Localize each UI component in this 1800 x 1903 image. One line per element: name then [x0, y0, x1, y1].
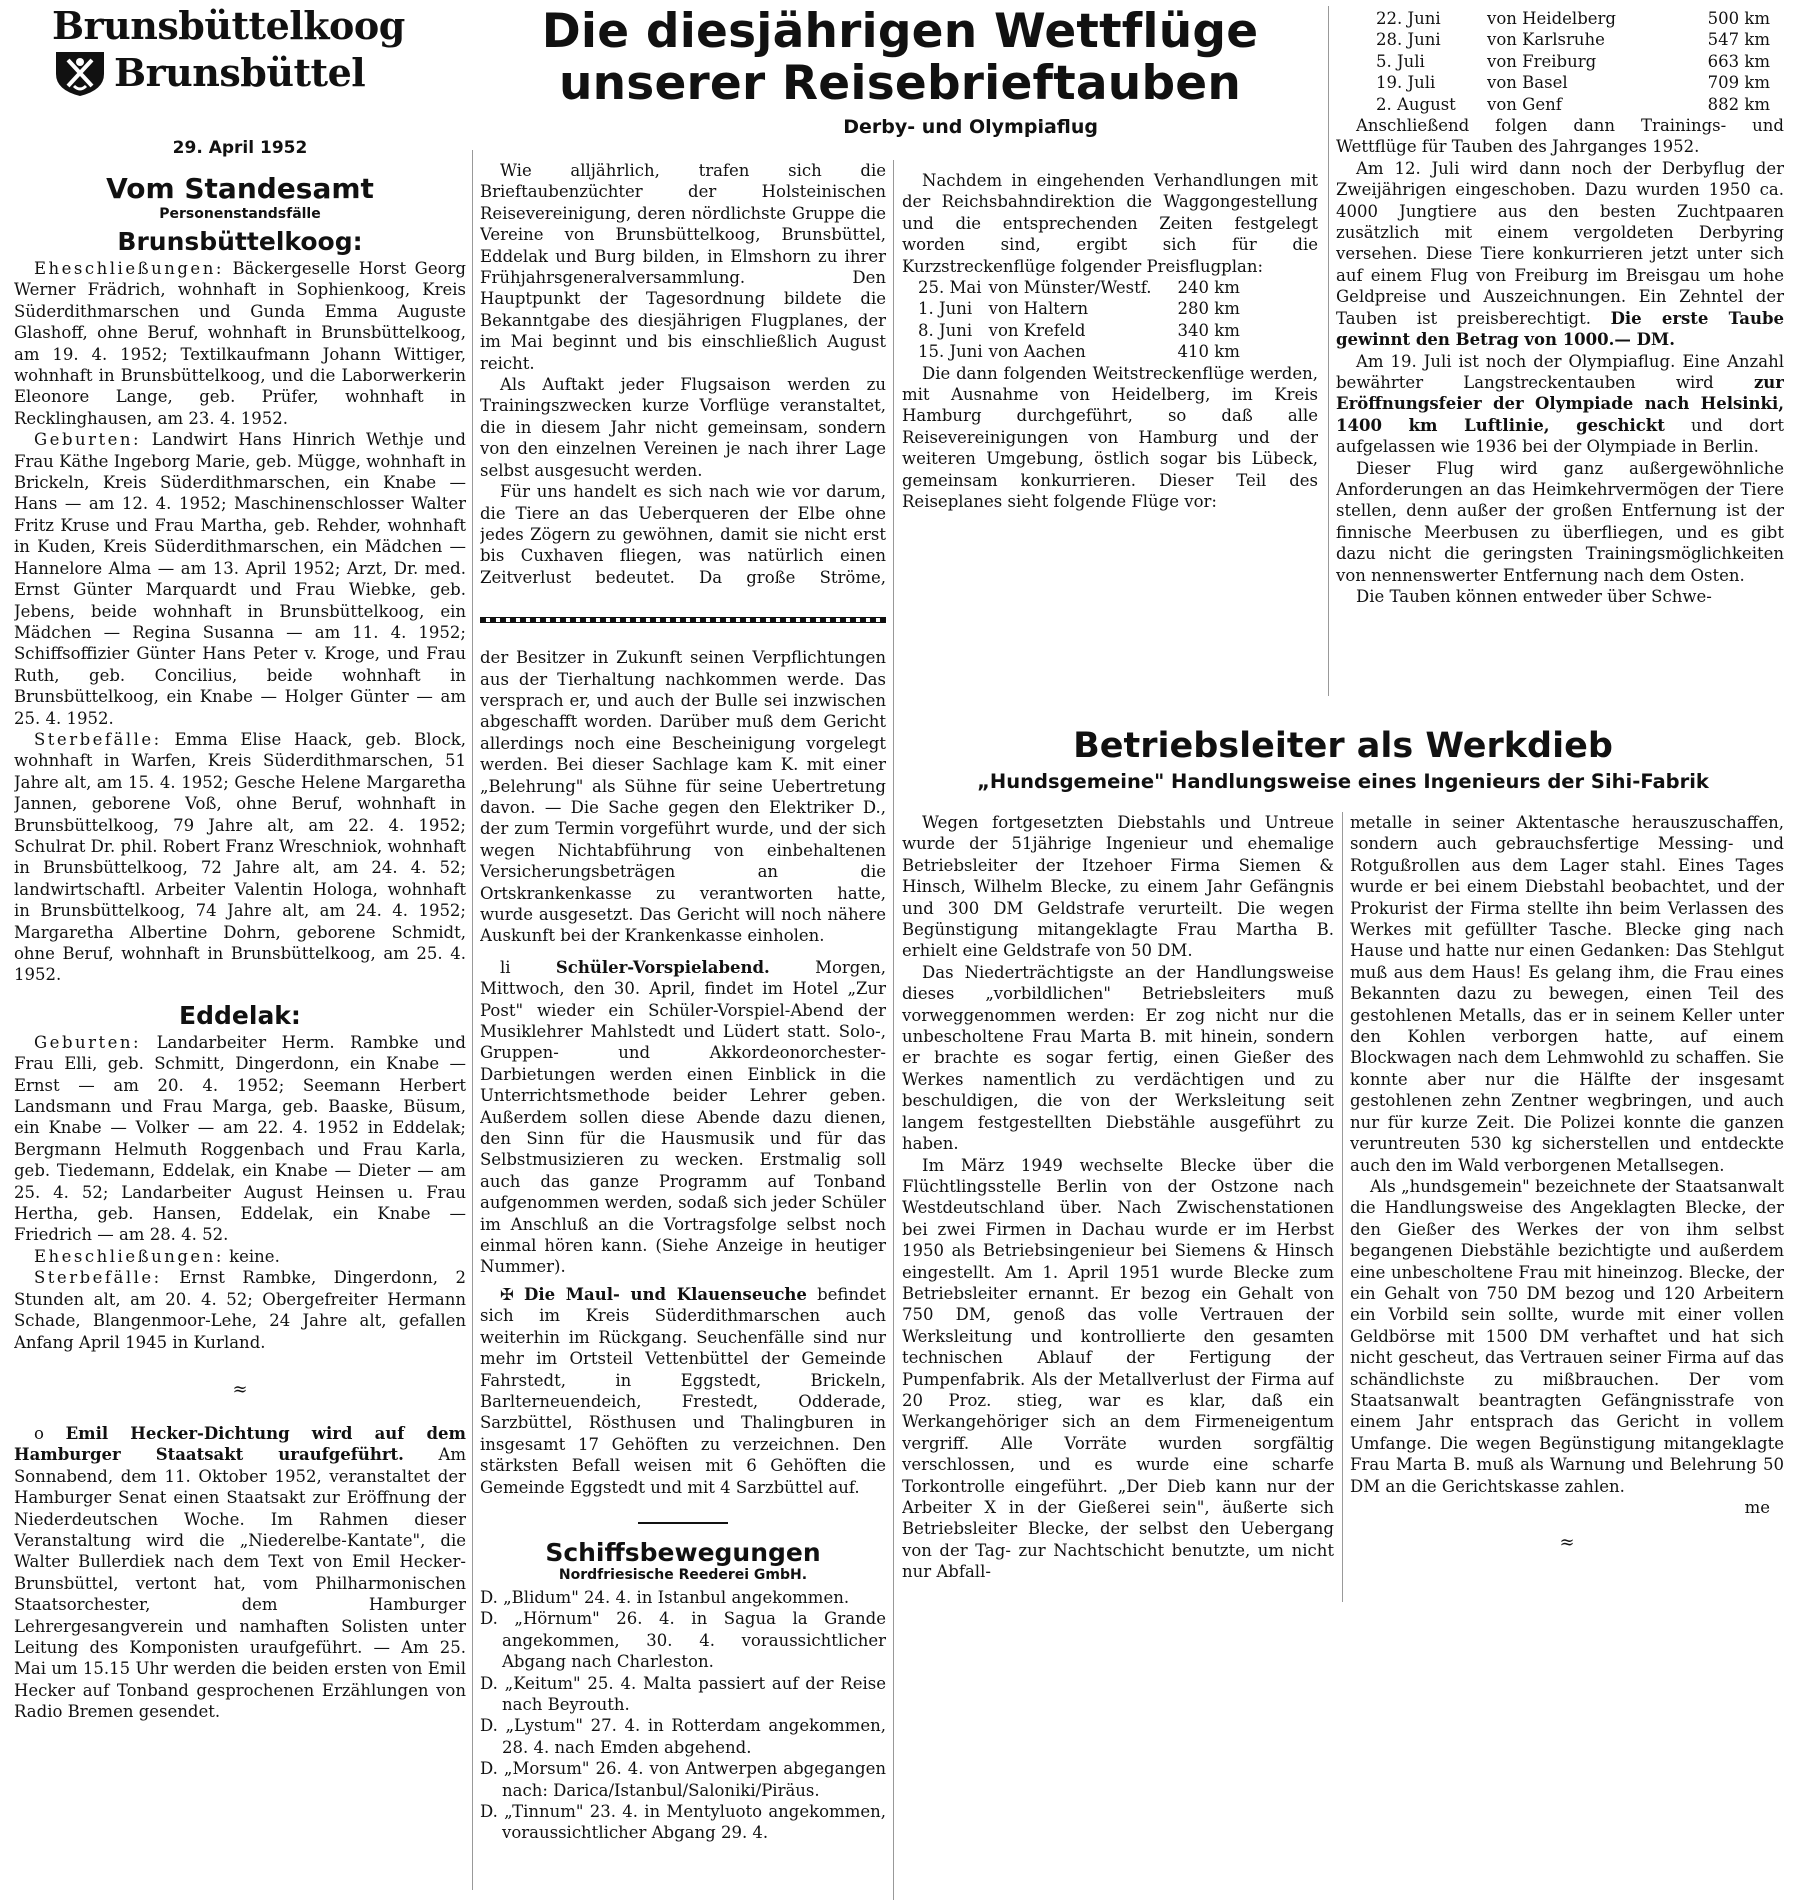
issue-date: 29. April 1952: [172, 138, 308, 158]
town-heading-brunsbuettelkoog: Brunsbüttelkoog:: [117, 227, 363, 256]
entry-geburten: Geburten: Landwirt Hans Hinrich Wethje und Frau Käthe Ingeborg Marie, geb. Mügge, wohnhaft in Brickeln, Kreis Süderdithmarschen, ein Knabe — Hans — am 12. 4. 1952; Maschinenschlosser Walter Fritz Kruse und Frau Martha, geb. Rehder, wohnhaft in Kuden, Kreis Süderdithmarschen, ein Mädchen — Hannelore Alma — am 13. April 1952; Arzt, Dr. med. Ernst Günter Marquardt und Frau Wiebke, geb. Jebens, beide wohnhaft in Brunsbüttelkoog, ein Mädchen — Regina Susanna — am 11. 4. 1952; Schiffsoffizier Günter Hans Peter v. Kroge, und Frau Ruth, geb. Concilius, beide wohnhaft in Brunsbüttelkoog, ein Knabe — Holger Günter — am 25. 4. 1952.: [14, 430, 466, 728]
table-row: 2. August von Genf 882 km: [1376, 94, 1770, 114]
ship-list: [480, 1587, 886, 1844]
list-item: D. „Tinnum" 23. 4. in Mentyluoto angekommen, voraussichtlicher Abgang 29. 4.: [480, 1802, 886, 1843]
table-row: 15. Juni von Aachen 410 km: [918, 342, 1240, 362]
hecker-lead: Emil Hecker-Dichtung wird auf dem Hamburger Staatsakt uraufgeführt.: [14, 1423, 466, 1465]
entry-eheschliessungen: Eheschließungen: Bäckergeselle Horst Georg Werner Frädrich, wohnhaft in Sophienkoog, Kreis Süderdithmarschen und Gunda Emma Auguste Glashoff, ohne Beruf, wohnhaft in Brunsbüttelkoog, am 19. 4. 1952; Textilkaufmann Johann Wittiger, wohnhaft in Brunsbüttelkoog, und die Laborwerkerin Eleonore Lange, geb. Prüfer, wohnhaft in Recklinghausen, am 23. 4. 1952.: [14, 259, 466, 428]
werkdieb-header: [902, 726, 1784, 816]
entry-sterbefaelle-eddelak: Sterbefälle: Ernst Rambke, Dingerdonn, 2 Stunden alt, am 20. 4. 52; Obergefreiter Hermann Schade, Blangenmoor-Lehe, 24 Jahre alt, gefallen Anfang April 1945 in Kurland.: [14, 1268, 466, 1352]
column-rule: [893, 160, 894, 1900]
tauben-header: [480, 6, 1320, 156]
section-subtitle-standesamt: Personenstandsfälle: [159, 206, 321, 222]
hecker-text: Am Sonnabend, dem 11. Oktober 1952, veranstaltet der Hamburger Senat einen Staatsakt zur Eröffnung der Niederdeutschen Woche. Im Rahmen dieser Veranstaltung wird die „Niederelbe-Kantate", die Walter Bullerdiek nach dem Text von Emil Hecker-Brunsbüttel, vertont hat, vom Philharmonischen Staatsorchester, dem Hamburger Lehrergesangverein und namhaften Solisten unter Leitung des Komponisten uraufgeführt. — Am 25. Mai um 15.15 Uhr werden die beiden ersten von Emil Hecker auf Tonband gesprochenen Erzählungen von Radio Bremen gesendet.: [14, 1445, 466, 1722]
subheadline-tauben: Derby- und Olympiaflug: [843, 116, 1098, 138]
section-subtitle-schiffe: Nordfriesische Reederei GmbH.: [558, 1566, 808, 1583]
standesamt-eddelak: [14, 1032, 466, 1353]
headline-werkdieb: Betriebsleiter als Werkdieb: [1073, 726, 1613, 766]
column-standesamt: [14, 4, 466, 1899]
entry-geburten-eddelak: Geburten: Landarbeiter Herm. Rambke und Frau Elli, geb. Schmitt, Dingerdonn, ein Knabe — Ernst — am 20. 4. 1952; Seemann Herbert Landsmann und Frau Marga, geb. Baaske, Büsum, ein Knabe — Volker — am 22. 4. 1952 in Eddelak; Bergmann Helmuth Roggenbach und Frau Karla, geb. Tiedemann, Eddelak, ein Knabe — Dieter — am 25. 4. 52; Landarbeiter August Heinsen u. Frau Hertha, geb. Hansen, Eddelak, ein Knabe — Friedrich — am 28. 4. 52.: [14, 1032, 466, 1245]
author-signature: me: [1744, 1498, 1770, 1517]
entry-sterbefaelle: Sterbefälle: Emma Elise Haack, geb. Block, wohnhaft in Warfen, Kreis Süderdithmarschen, 51 Jahre alt, am 15. 4. 1952; Gesche Helene Margaretha Jannen, geborene Voß, ohne Beruf, wohnhaft in Brunsbüttelkoog, 79 Jahre alt, am 22. 4. 1952; Schulrat Dr. phil. Robert Franz Wreschniok, wohnhaft in Brunsbüttelkoog, 72 Jahre alt, am 24. 4. 52; landwirtschaftl. Arbeiter Valentin Hologa, wohnhaft in Brunsbüttelkoog, 74 Jahre alt, am 24. 4. 1952; Margaretha Albertine Dohrn, geborene Schmidt, ohne Beruf, wohnhaft in Brunsbüttelkoog, am 25. 4. 1952.: [14, 729, 466, 985]
article-gericht: der Besitzer in Zukunft seinen Verpflichtungen aus der Tierhaltung nachkommen werde. Das versprach er, und auch der Bulle sei inzwischen abgeschafft worden. Darüber muß dem Gericht allerdings noch eine Bescheinigung vorgelegt werden. Bei dieser Sachlage kam K. mit einer „Belehrung" als Sühne für seine Uebertretung davon. — Die Sache gegen den Elektriker D., der zum Termin vorgeführt wurde, und der sich wegen Nichtabführung von einbehaltenen Versicherungsbeträgen an die Ortskrankenkasse zu verantworten hatte, wurde ausgesetzt. Das Gericht will noch nähere Auskunft bei der Krankenkasse einholen. li Schüler-Vorspielabend. Morgen, Mittwoch, den 30. April, findet im Hotel „Zur Post" wieder ein Schüler-Vorspiel-Abend der Musiklehrer Mahlstedt und Lüdert statt. Solo-, Gruppen- und Akkordeonorchester-Darbietungen werden einen Einblick in die Unterrichtsmethode beider Lehrer geben. Außerdem sollen diese Abende dazu dienen, den Sinn für die Hausmusik und für das Selbstmusizieren zu wecken. Erstmalig soll auch das ganze Programm auf Tonband aufgenommen werden, sodaß sich jeder Schüler im Anschluß an die Vortragsfolge selbst noch einmal hören kann. (Siehe Anzeige in heutiger Nummer). ✠ Die Maul- und Klauenseuche befindet sich im Kreis Süderdithmarschen auch weiterhin im Rückgang. Seuchenfälle sind nur mehr im Ortsteil Vettenbüttel der Gemeinde Fahrstedt, in Eggstedt, Brickeln, Barlterneuendeich, Frestedt, Odderade, Sarzbüttel, Rösthusen und Thalingburen in insgesamt 17 Gehöften zu verzeichnen. Den stärksten Befall weisen mit 6 Gehöften die Gemeinde Eggstedt und mit 4 Sarzbüttel auf.: [480, 648, 886, 1497]
table-row: 5. Juli von Freiburg 663 km: [1376, 51, 1770, 71]
entry-eheschliessungen-eddelak: Eheschließungen: keine.: [34, 1246, 280, 1266]
list-item: D. „Morsum" 26. 4. von Antwerpen abgegangen nach: Darica/Istanbul/Saloniki/Piräus.: [480, 1759, 886, 1800]
short-flight-table: [918, 277, 1246, 363]
list-item: D. „Blidum" 24. 4. in Istanbul angekommen.: [480, 1587, 850, 1607]
article-seuche: ✠ Die Maul- und Klauenseuche befindet sich im Kreis Süderdithmarschen auch weiterhin im Rückgang. Seuchenfälle sind nur mehr im Ortsteil Vettenbüttel der Gemeinde Fahrstedt, in Eggstedt, Brickeln, Barlterneuendeich, Frestedt, Odderade, Sarzbüttel, Rösthusen und Thalingburen in insgesamt 17 Gehöften zu verzeichnen. Den stärksten Befall weisen mit 6 Gehöften die Gemeinde Eggstedt und mit 4 Sarzbüttel auf.: [480, 1284, 886, 1497]
article-divider: [480, 617, 886, 623]
masthead: [52, 4, 466, 98]
standesamt-brunsbuettelkoog: [14, 258, 466, 986]
masthead-line1: Brunsbüttelkoog: [52, 4, 405, 48]
wave-ornament: ≈: [232, 1378, 248, 1400]
table-row: 19. Juli von Basel 709 km: [1376, 73, 1770, 93]
list-item: D. „Lystum" 27. 4. in Rotterdam angekommen, 28. 4. nach Emden abgehend.: [480, 1716, 886, 1757]
headline-tauben-line2: unserer Reisebrieftauben: [558, 56, 1242, 111]
column-rule: [472, 150, 473, 1890]
crest-icon: [52, 48, 108, 98]
long-flight-table: [1376, 8, 1776, 115]
column-rule: [1342, 812, 1343, 1602]
section-title-standesamt: Vom Standesamt: [106, 172, 374, 205]
town-heading-eddelak: Eddelak:: [179, 1000, 301, 1030]
column-tauben-1: [480, 160, 886, 1900]
column-rule: [1328, 6, 1329, 696]
article-vorspiel: li Schüler-Vorspielabend. Morgen, Mittwoch, den 30. April, findet im Hotel „Zur Post" wieder ein Schüler-Vorspiel-Abend der Musiklehrer Mahlstedt und Lüdert statt. Solo-, Gruppen- und Akkordeonorchester-Darbietungen werden einen Einblick in die Unterrichtsmethode beider Lehrer geben. Außerdem sollen diese Abende dazu dienen, den Sinn für die Hausmusik und für das Selbstmusizieren zu wecken. Erstmalig soll auch das ganze Programm auf Tonband aufgenommen werden, sodaß sich jeder Schüler im Anschluß an die Vortragsfolge selbst noch einmal hören kann. (Siehe Anzeige in heutiger Nummer).: [480, 957, 886, 1277]
column-tauben-3: 22. Juni von Heidelberg 500 km 28. Juni von Karlsruhe 547 km 5. Juli von Freiburg 663 km 19. Juli von Basel 709 km 2. August von Genf 882 km Anschließend folgen dann Trainings- und Wettflüge für Tauben des Jahrganges 1952. Am 12. Juli wird dann noch der Derbyflug der Zweijährigen eingeschoben. Dazu wurden 1950 ca. 4000 Jungtiere aus den besten Zuchtpaaren zusätzlich mit einem vergoldeten Derbyring versehen. Diese Tiere konkurrieren jetzt unter sich auf einem Flug von Freiburg im Breisgau um hohe Geldpreise und Auszeichnungen. Ein Zehntel der Tauben ist preisberechtigt. Die erste Taube gewinnt den Betrag von 1000.— DM. Am 19. Juli ist noch der Olympiaflug. Eine Anzahl bewährter Langstreckentauben wird zur Eröffnungsfeier der Olympiade nach Helsinki, 1400 km Luftlinie, geschickt und dort aufgelassen wie 1936 bei der Olympiade in Berlin. Dieser Flug wird ganz außergewöhnliche Anforderungen an das Heimkehrvermögen der Tiere stellen, denn außer der großen Entfernung ist der finnische Meerbusen zu überfliegen, und es gibt dazu nicht die geringsten Trainingsmöglichkeiten von nennenswerter Entfernung nach dem Osten. Die Tauben können entweder über Schwe-: [1336, 9, 1784, 606]
hecker-marker: o: [34, 1423, 44, 1443]
section-title-schiffe: Schiffsbewegungen: [545, 1537, 821, 1567]
wave-ornament: ≈: [1559, 1532, 1575, 1554]
list-item: D. „Hörnum" 26. 4. in Sagua la Grande angekommen, 30. 4. voraussichtlicher Abgang nach Charleston.: [480, 1609, 886, 1672]
column-tauben-2: Nachdem in eingehenden Verhandlungen mit der Reichsbahndirektion die Waggongestellung und die entsprechenden Zeiten festgelegt worden sind, ergibt sich für die Kurzstreckenflüge folgender Preisflugplan: 25. Mai von Münster/Westf. 240 km 1. Juni von Haltern 280 km 8. Juni von Krefeld 340 km 15. Juni von Aachen 410 km Die dann folgenden Weitstreckenflüge werden, mit Ausnahme von Heidelberg, im Kreis Hamburg durchgeführt, so daß alle Reisevereinigungen von Hamburg und der weiteren Umgebung, östlich sogar bis Lübeck, gemeinsam konkurrieren. Dieser Teil des Reiseplanes sieht folgende Flüge vor:: [902, 171, 1318, 512]
column-werkdieb-2: metalle in seiner Aktentasche herauszuschaffen, sondern auch gebrauchsfertige Messing- und Rotgußrollen aus dem Lager stahl. Eines Tages wurde er bei einem Diebstahl beobachtet, und der Prokurist der Firma stellte ihn beim Verlassen des Werkes mit gefüllter Tasche. Blecke ging nach Hause und hatte nur einen Gedanken: Das Stehlgut muß aus dem Haus! Es gelang ihm, die Frau eines Bekannten dazu zu bewegen, einen Teil des gestohlenen Metalls, das er in seinem Keller unter den Kohlen verborgen hatte, auf einem Blockwagen nach dem Lehmwohld zu schaffen. Sie konnte aber nur die Hälfte der insgesamt gestohlenen zehn Zentner wegbringen, und auch nur für kurze Zeit. Die Polizei konnte die ganzen veruntreuten 530 kg sicherstellen und entdeckte auch den im Wald verborgenen Metallsegen. Als „hundsgemein" bezeichnete der Staatsanwalt die Handlungsweise des Angeklagten Blecke, der den Gießer des Werkes der von ihm selbst begangenen Diebstähle bezichtigte und außerdem eine unbescholtene Frau mit hineinzog. Blecke, der ein Gehalt von 750 DM bezog und 120 Arbeitern ein Vorbild sein sollte, wurde mit einer vollen Geldbörse mit 1500 DM verhaftet und hat sich nicht gescheut, das Vertrauen seiner Firma auf das schändlichste zu mißbrauchen. Der vom Staatsanwalt beantragten Gefängnisstrafe von einem Jahr entsprach das Gericht in vollem Umfange. Die wegen Begünstigung mitangeklagte Frau Marta B. muß als Warnung und Belehrung 50 DM an die Gerichtskasse zahlen. me ≈: [1350, 813, 1784, 1554]
subheadline-werkdieb: „Hundsgemeine" Handlungsweise eines Ingenieurs der Sihi-Fabrik: [977, 770, 1709, 793]
table-row: 8. Juni von Krefeld 340 km: [918, 320, 1240, 340]
masthead-line2: Brunsbüttel: [114, 50, 366, 95]
table-row: 22. Juni von Heidelberg 500 km: [1376, 9, 1770, 28]
table-row: 28. Juni von Karlsruhe 547 km: [1376, 30, 1770, 50]
column-werkdieb-1: Wegen fortgesetzten Diebstahls und Untreue wurde der 51jährige Ingenieur und ehemalige Betriebsleiter der Itzehoer Firma Siemen & Hinsch, Wilhelm Blecke, zu einem Jahr Gefängnis und 300 DM Geldstrafe verurteilt. Die wegen Begünstigung mitangeklagte Frau Martha B. erhielt eine Geldstrafe von 50 DM. Das Niederträchtigste an der Handlungsweise dieses „vorbildlichen" Betriebsleiters muß vorweggenommen werden: Er zog nicht nur die unbescholtene Frau Marta B. mit hinein, sondern er brachte es sogar fertig, einen Gießer des Werkes namentlich zu verdächtigen und zu beschuldigen, die von der Werksleitung seit langem festgestellten Diebstähle ausgeführt zu haben. Im März 1949 wechselte Blecke über die Flüchtlingsstelle Berlin von der Ostzone nach Westdeutschland über. Nach Zwischenstationen bei zwei Firmen in Dachau wurde er im Herbst 1950 als Betriebsingenieur bei Siemens & Hinsch eingestellt. Am 1. April 1951 wurde Blecke zum Betriebsleiter ernannt. Er bezog ein Gehalt von 750 DM, genoß das volle Vertrauen der Werksleitung und kontrollierte den gesamten technischen Ablauf der Fertigung der Pumpenfabrik. Als der Metallverlust der Firma auf 20 Proz. stieg, war es klar, daß ein Werkangehöriger sich an dem Firmeneigentum vergriff. Alle Vorräte wurden sorgfältig verschlossen, und es wurde eine scharfe Torkontrolle eingeführt. „Der Dieb kann nur der Arbeiter X in der Gießerei sein", äußerte sich Betriebsleiter Blecke, der selbst den Uebergang von der Tag- zur Nachtschicht benutzte, um nicht nur Abfall-: [902, 813, 1334, 1582]
table-row: 1. Juni von Haltern 280 km: [918, 299, 1240, 319]
article-hecker: [14, 1423, 466, 1723]
list-item: D. „Keitum" 25. 4. Malta passiert auf der Reise nach Beyrouth.: [480, 1673, 886, 1714]
short-rule: [638, 1522, 728, 1524]
tauben-text-1: Wie alljährlich, trafen sich die Brieftaubenzüchter der Holsteinischen Reisevereinigung, deren nördlichste Gruppe die Vereine von Brunsbüttelkoog, Brunsbüttel, Eddelak und Burg bilden, in Elmshorn zu ihrer Frühjahrsgeneralversammlung. Den Hauptpunkt der Tagesordnung bildete die Bekanntgabe des diesjährigen Flugplanes, der im Mai beginnt und bis einschließlich August reicht. Als Auftakt jeder Flugsaison werden zu Trainingszwecken kurze Vorflüge veranstaltet, die in diesem Jahr nicht gemeinsam, sondern von den einzelnen Vereinen je nach ihrer Lage selbst ausgesucht werden. Für uns handelt es sich nach wie vor darum, die Tiere an das Ueberqueren der Elbe ohne jedes Zögern zu gewöhnen, damit sie nicht erst bis Cuxhaven fliegen, was natürlich einen Zeitverlust bedeutet. Da große Ströme,: [480, 161, 886, 587]
headline-tauben-line1: Die diesjährigen Wettflüge: [541, 6, 1259, 59]
table-row: 25. Mai von Münster/Westf. 240 km: [918, 278, 1240, 298]
